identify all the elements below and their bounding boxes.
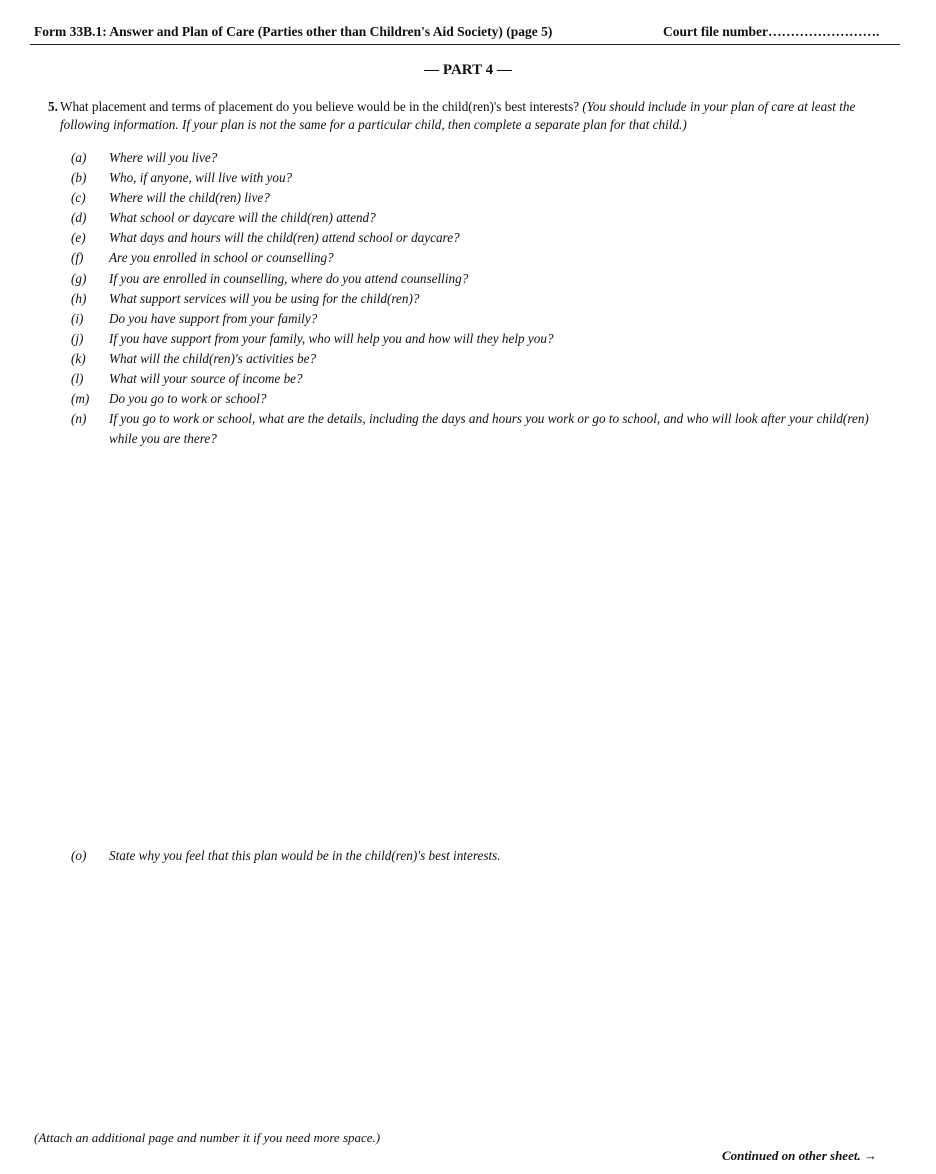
item-text: Do you have support from your family? (109, 310, 318, 326)
item-label: (g) (71, 270, 87, 286)
item-label: (k) (71, 350, 86, 366)
question-5 (48, 98, 888, 134)
item-label: (d) (71, 210, 87, 226)
item-label: (l) (71, 371, 84, 387)
list-item (71, 309, 891, 329)
list-item (71, 269, 891, 289)
list-item (71, 846, 891, 866)
item-text: Who, if anyone, will live with you? (109, 170, 293, 186)
form-title: Form 33B.1: Answer and Plan of Care (Parties other than Children's Aid Society) (page 5) (34, 24, 553, 39)
list-item (71, 248, 891, 268)
item-text: If you have support from your family, who will help you and how will they help you? (109, 330, 554, 346)
additional-page-note: (Attach an additional page and number it if you need more space.) (34, 1130, 381, 1145)
list-item (71, 289, 891, 309)
item-text: What days and hours will the child(ren) attend school or daycare? (109, 230, 460, 246)
list-item (71, 369, 891, 389)
list-item (71, 349, 891, 369)
item-label: (n) (71, 411, 87, 427)
item-text: Do you go to work or school? (109, 391, 267, 407)
item-text: What will the child(ren)'s activities be? (109, 350, 317, 366)
page-header (30, 22, 900, 45)
list-item (71, 409, 891, 449)
list-item (71, 329, 891, 349)
item-label: (i) (71, 310, 84, 326)
item-text: If you go to work or school, what are the details, including the days and hours you work or go to school, and who will look after your child(ren) while you are there? (109, 411, 869, 447)
item-text: What support services will you be using for the child(ren)? (109, 290, 420, 306)
item-text: Are you enrolled in school or counselling? (109, 250, 334, 266)
item-label: (e) (71, 230, 86, 246)
item-label: (c) (71, 190, 86, 206)
item-label: (h) (71, 290, 87, 306)
item-label: (b) (71, 170, 87, 186)
item-label: (f) (71, 250, 84, 266)
item-label: (j) (71, 330, 84, 346)
question-instruction: (You should include in your plan of care at least the following information. If your plan is not the same for a particular child, then complete a separate plan for that child.) (60, 99, 856, 132)
list-item (71, 148, 891, 168)
item-text: Where will you live? (109, 150, 218, 165)
item-label: (m) (71, 391, 90, 407)
list-item (71, 208, 891, 228)
plan-items-list (71, 148, 891, 449)
court-file-number-field[interactable]: Court file number……………………. (663, 24, 880, 39)
item-text: Where will the child(ren) live? (109, 190, 270, 206)
item-text: If you are enrolled in counselling, where do you attend counselling? (109, 270, 469, 286)
list-item (71, 389, 891, 409)
continued-note: Continued on other sheet. → (722, 1148, 877, 1163)
list-item (71, 188, 891, 208)
part-heading: — PART 4 — (424, 62, 512, 78)
question-number: 5. (48, 99, 58, 114)
item-text: What school or daycare will the child(ren) attend? (109, 210, 376, 226)
question-text: What placement and terms of placement do you believe would be in the child(ren)'s best interests? (60, 99, 583, 114)
item-label: (o) (71, 848, 87, 863)
item-label: (a) (71, 150, 87, 165)
item-text: State why you feel that this plan would be in the child(ren)'s best interests. (109, 848, 501, 863)
list-item (71, 168, 891, 188)
list-item (71, 228, 891, 248)
item-text: What will your source of income be? (109, 371, 303, 387)
best-interests-item (71, 846, 891, 866)
